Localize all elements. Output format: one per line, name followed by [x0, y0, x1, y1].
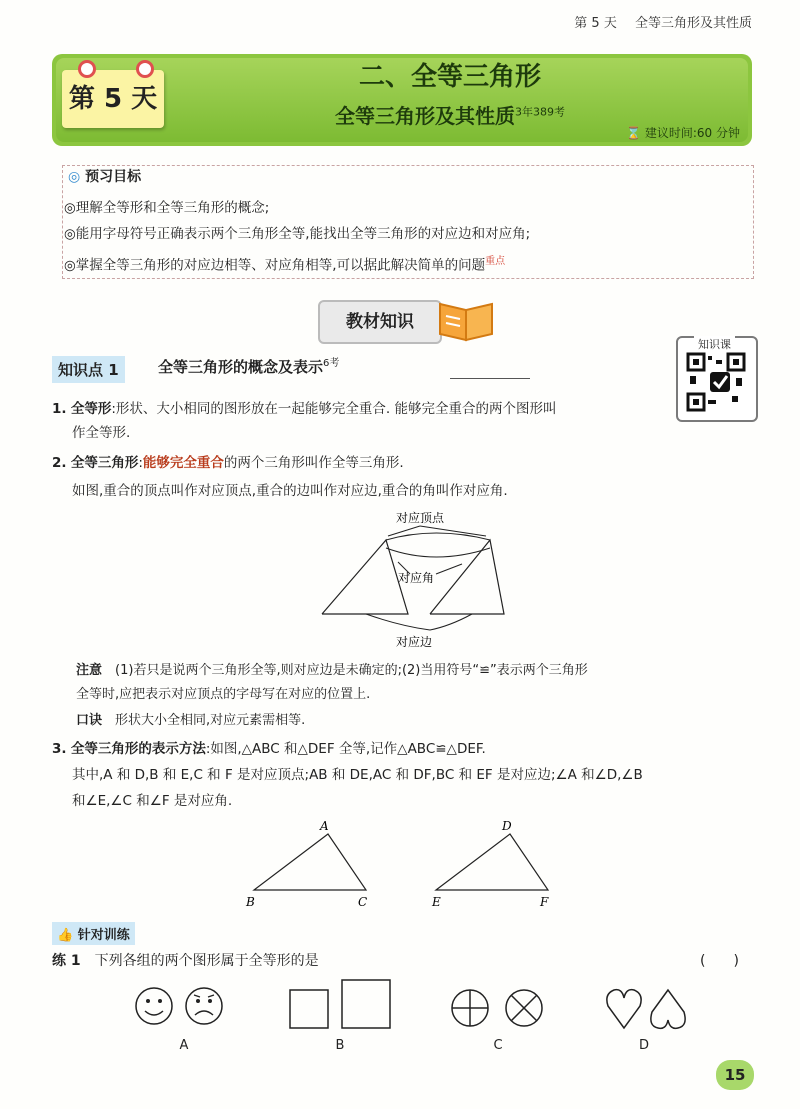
triangle-abc	[254, 834, 366, 890]
option-c-label[interactable]: C	[493, 1038, 503, 1053]
hourglass-icon: ⌛	[626, 126, 642, 140]
item-3	[52, 738, 752, 760]
suggested-time	[626, 124, 740, 141]
rhyme-label: 口诀	[76, 713, 103, 728]
option-d-label[interactable]: D	[638, 1038, 649, 1053]
exercise-label: 练 1	[52, 953, 81, 969]
item-text: 的两个三角形叫作全等三角形.	[223, 455, 404, 471]
triangle-figures	[240, 818, 560, 914]
running-header-day: 第 5 天	[574, 16, 617, 31]
item-1	[52, 398, 672, 420]
vertex-label: F	[540, 895, 549, 909]
option-a-label[interactable]: A	[179, 1038, 189, 1053]
knowledge-point-label: 知识点 1	[52, 356, 125, 383]
qr-code-icon[interactable]	[686, 352, 746, 412]
page-number: 15	[716, 1060, 754, 1090]
colon: :	[138, 455, 143, 471]
thumbs-up-icon: 👍	[57, 928, 74, 943]
divider	[450, 378, 530, 379]
key-mark: 重点	[485, 256, 506, 267]
knowledge-point-title	[158, 354, 339, 377]
knowledge-point-stat: 6考	[323, 358, 340, 369]
vertex-label: C	[358, 895, 368, 909]
label-corresponding-angle: 对应角	[398, 571, 435, 585]
calendar-ring-icon	[78, 60, 96, 78]
note	[76, 660, 736, 682]
term: 全等形	[70, 401, 112, 417]
option-d-figure[interactable]	[604, 986, 694, 1032]
option-b-label[interactable]: B	[335, 1038, 345, 1053]
goal-item-text: ◎掌握全等三角形的对应边相等、对应角相等,可以据此解决简单的问题	[64, 257, 486, 274]
book-icon	[436, 296, 496, 342]
section-title: 教材知识	[318, 300, 442, 344]
day-label: 第 5 天	[68, 84, 158, 114]
lesson-stat: 3年389考	[515, 105, 565, 119]
drill-title	[52, 922, 135, 945]
vertex-label: D	[502, 819, 512, 833]
option-b-figure[interactable]	[286, 978, 396, 1034]
goal-item: ◎理解全等形和全等三角形的概念;	[64, 200, 270, 216]
item-number: 2.	[52, 455, 67, 471]
triangle-def	[436, 834, 548, 890]
note-label: 注意	[76, 663, 103, 678]
term: 全等三角形的表示方法	[70, 741, 206, 757]
option-a-figure[interactable]	[130, 982, 240, 1032]
goal-item	[64, 252, 505, 274]
goals-title-text: 预习目标	[85, 169, 142, 185]
lesson-title	[250, 100, 650, 129]
item-3-line2: 其中,A 和 D,B 和 E,C 和 F 是对应顶点;AB 和 DE,AC 和 DF,BC 和 EF 是对应边;∠A 和∠D,∠B	[72, 767, 643, 783]
drill-title-text: 针对训练	[77, 928, 130, 943]
goals-title	[68, 166, 141, 186]
note-cont: 全等时,应把表示对应顶点的字母写在对应的位置上.	[76, 687, 371, 702]
answer-blank[interactable]: ( )	[700, 953, 739, 969]
exercise-text: 下列各组的两个图形属于全等形的是	[94, 953, 319, 969]
label-corresponding-vertex: 对应顶点	[396, 511, 445, 525]
lesson-title-text: 全等三角形及其性质	[335, 104, 515, 128]
knowledge-point-title-text: 全等三角形的概念及表示	[158, 358, 324, 376]
running-header-topic: 全等三角形及其性质	[634, 16, 752, 31]
rhyme-text: 形状大小全相同,对应元素需相等.	[115, 713, 306, 728]
item-3-line3: 和∠E,∠C 和∠F 是对应角.	[72, 793, 233, 809]
vertex-label: A	[320, 819, 329, 833]
vertex-label: B	[246, 895, 255, 909]
item-1-cont: 作全等形.	[72, 425, 131, 441]
label-corresponding-side: 对应边	[396, 635, 433, 649]
target-icon: ◎	[68, 169, 81, 185]
rhyme	[76, 710, 696, 732]
item-text: :如图,△ABC 和△DEF 全等,记作△ABC≌△DEF.	[205, 741, 486, 757]
item-2-desc: 如图,重合的顶点叫作对应顶点,重合的边叫作对应边,重合的角叫作对应角.	[72, 483, 508, 499]
triangle-right	[430, 540, 504, 614]
chapter-title: 二、全等三角形	[358, 62, 541, 92]
running-header	[560, 12, 752, 31]
item-number: 1.	[52, 401, 67, 417]
option-c-figure[interactable]	[450, 986, 550, 1032]
overlap-figure	[300, 506, 540, 656]
goal-item: ◎能用字母符号正确表示两个三角形全等,能找出全等三角形的对应边和对应角;	[64, 226, 531, 242]
item-2	[52, 452, 672, 474]
note-text: (1)若只是说两个三角形全等,则对应边是未确定的;(2)当用符号“≌”表示两个三角形	[115, 663, 588, 678]
qr-label: 知识课	[694, 336, 735, 352]
highlight-text: 能够完全重合	[142, 455, 224, 471]
suggested-time-text: 建议时间:60 分钟	[644, 126, 740, 140]
item-number: 3.	[52, 741, 67, 757]
calendar-ring-icon	[136, 60, 154, 78]
vertex-label: E	[432, 895, 441, 909]
exercise-1	[52, 950, 319, 970]
item-text: :形状、大小相同的图形放在一起能够完全重合. 能够完全重合的两个图形叫	[111, 401, 557, 417]
term: 全等三角形	[70, 455, 139, 471]
